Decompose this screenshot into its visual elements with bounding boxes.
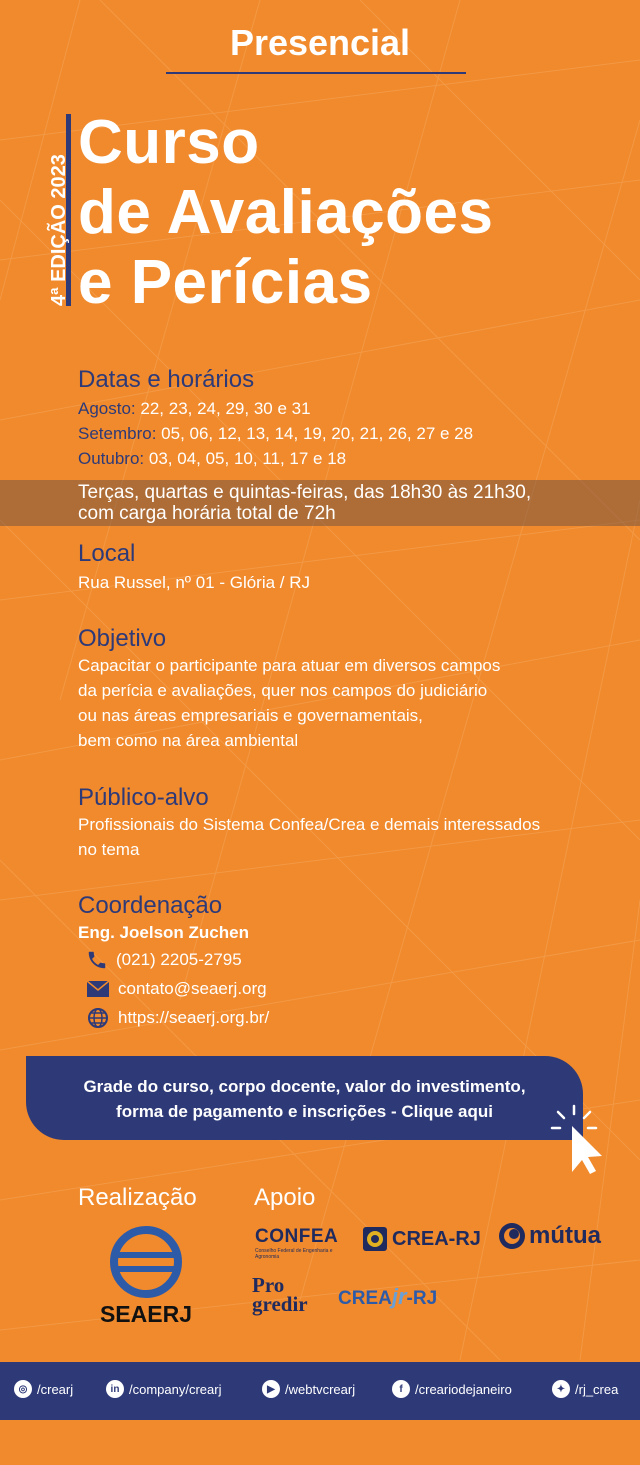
- email-address: contato@seaerj.org: [118, 978, 267, 998]
- realizacao-label: Realização: [78, 1184, 197, 1211]
- social-handle: /rj_crea: [575, 1381, 619, 1397]
- mutua-text: mútua: [529, 1222, 601, 1249]
- mutua-emblem-icon: [498, 1222, 526, 1250]
- phone-icon: [86, 949, 108, 971]
- mail-icon: [86, 980, 110, 998]
- globe-icon: [86, 1007, 110, 1029]
- cta-text[interactable]: [26, 1074, 583, 1124]
- coordination-section: [78, 892, 269, 1032]
- objective-line: bem como na área ambiental: [78, 731, 299, 750]
- month-row: [78, 396, 473, 421]
- crea-rj-logo[interactable]: [362, 1226, 481, 1252]
- local-heading: Local: [78, 540, 136, 567]
- instagram-icon: ◎: [14, 1380, 32, 1398]
- month-row: [78, 446, 473, 471]
- objective-line: Capacitar o participante para atuar em diversos campos: [78, 656, 501, 675]
- audience-text: [78, 812, 540, 862]
- crea-jr-text-3: -RJ: [406, 1288, 438, 1309]
- coordinator-name: Eng. Joelson Zuchen: [78, 923, 249, 942]
- title-line-1: Curso: [78, 108, 260, 177]
- crea-seal-icon: [362, 1226, 388, 1252]
- twitter-icon: ✦: [552, 1380, 570, 1398]
- month-days: 03, 04, 05, 10, 11, 17 e 18: [148, 449, 347, 468]
- social-instagram[interactable]: [14, 1380, 73, 1398]
- email-row[interactable]: [86, 974, 269, 1003]
- social-handle: /webtvcrearj: [285, 1381, 356, 1397]
- cta-line-2: forma de pagamento e inscrições - Clique aqui: [116, 1102, 493, 1121]
- coordination-heading: Coordenação: [78, 892, 223, 919]
- month-label: Outubro:: [78, 449, 145, 468]
- objective-section: [78, 625, 500, 753]
- audience-line: Profissionais do Sistema Confea/Crea e demais interessados: [78, 815, 541, 834]
- social-handle: /crearj: [37, 1381, 74, 1397]
- audience-heading: Público-alvo: [78, 784, 209, 811]
- crea-jr-logo[interactable]: [338, 1284, 437, 1310]
- dates-heading: Datas e horários: [78, 366, 255, 393]
- crea-jr-text-2: jr: [391, 1284, 407, 1309]
- schedule-text: [78, 482, 531, 524]
- title-line-3: e Perícias: [78, 248, 373, 317]
- crea-jr-text-1: CREA: [338, 1288, 392, 1309]
- objective-text: [78, 653, 500, 753]
- progredir-text-1: Pro: [252, 1273, 285, 1297]
- presencial-heading: Presencial: [229, 22, 411, 63]
- audience-section: [78, 784, 540, 862]
- mutua-logo[interactable]: [498, 1222, 601, 1250]
- month-days: 05, 06, 12, 13, 14, 19, 20, 21, 26, 27 e 28: [161, 424, 474, 443]
- title-line-2: de Avaliações: [78, 178, 494, 247]
- social-facebook[interactable]: [392, 1380, 512, 1398]
- social-twitter[interactable]: [552, 1380, 618, 1398]
- schedule-line-2: com carga horária total de 72h: [78, 503, 336, 524]
- objective-line: ou nas áreas empresariais e governamentais,: [78, 706, 423, 725]
- heading-underline: [166, 72, 466, 74]
- dates-list: [78, 396, 473, 471]
- apoio-label: Apoio: [254, 1184, 316, 1211]
- objective-line: da perícia e avaliações, quer nos campos do judiciário: [78, 681, 488, 700]
- schedule-line-1: Terças, quartas e quintas-feiras, das 18h30 às 21h30,: [78, 482, 532, 503]
- cursor-click-icon: [548, 1104, 612, 1176]
- month-row: [78, 421, 473, 446]
- month-days: 22, 23, 24, 29, 30 e 31: [140, 399, 311, 418]
- local-address: Rua Russel, nº 01 - Glória / RJ: [78, 573, 311, 592]
- social-youtube[interactable]: [262, 1380, 355, 1398]
- progredir-logo[interactable]: [252, 1273, 308, 1316]
- edition-label: 4ª EDIÇÃO 2023: [48, 154, 70, 306]
- seaerj-emblem-icon: [108, 1224, 184, 1300]
- confea-text: CONFEA: [255, 1226, 339, 1247]
- facebook-icon: f: [392, 1380, 410, 1398]
- social-handle: /creariodejaneiro: [415, 1381, 512, 1397]
- confea-subtitle: Conselho Federal de Engenharia e Agronomia: [255, 1248, 333, 1260]
- social-handle: /company/crearj: [129, 1381, 222, 1397]
- crea-rj-text: CREA-RJ: [392, 1227, 481, 1250]
- month-label: Setembro:: [78, 424, 157, 443]
- objective-heading: Objetivo: [78, 625, 167, 652]
- seaerj-logo[interactable]: [80, 1224, 212, 1328]
- local-section: [78, 540, 310, 595]
- seaerj-text: SEAERJ: [99, 1301, 193, 1327]
- website-row[interactable]: [86, 1003, 269, 1032]
- social-linkedin[interactable]: [106, 1380, 221, 1398]
- audience-line: no tema: [78, 840, 140, 859]
- progredir-text-2: gredir: [252, 1292, 308, 1316]
- confea-logo[interactable]: [255, 1226, 345, 1260]
- dates-section: [78, 366, 473, 471]
- month-label: Agosto:: [78, 399, 136, 418]
- cta-line-1: Grade do curso, corpo docente, valor do investimento,: [83, 1077, 526, 1096]
- course-title: [78, 108, 493, 318]
- linkedin-icon: in: [106, 1380, 124, 1398]
- youtube-icon: ▶: [262, 1380, 280, 1398]
- website-url: https://seaerj.org.br/: [118, 1007, 270, 1027]
- phone-row[interactable]: [86, 945, 269, 974]
- phone-number: (021) 2205-2795: [116, 949, 242, 969]
